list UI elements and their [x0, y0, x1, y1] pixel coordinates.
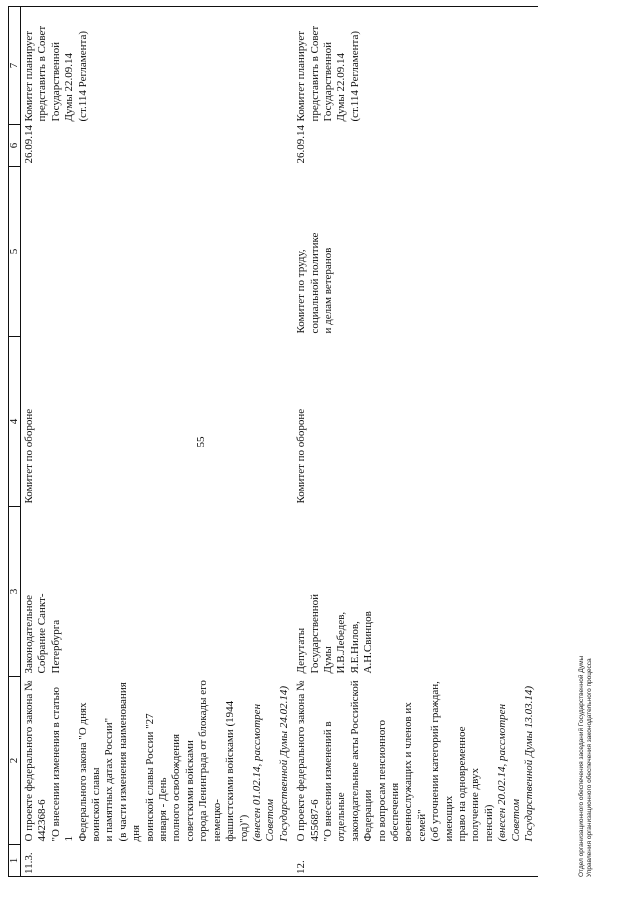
column-number: 2 — [9, 677, 21, 845]
column-number: 7 — [9, 7, 21, 125]
plan-line: Комитет планирует — [295, 30, 308, 122]
column-number: 6 — [9, 125, 21, 167]
row-number-cell — [293, 845, 538, 877]
committee-line: Комитет по обороне — [23, 408, 35, 504]
row-number: 11.3. — [23, 852, 35, 874]
bill-line: "О внесении изменения в статью 1 — [49, 687, 76, 842]
bill-description-cell — [21, 677, 294, 845]
plan-line: Комитет планирует — [23, 30, 35, 122]
plan-line: представить в Совет — [36, 25, 49, 122]
plan-line: Государственной — [321, 41, 334, 122]
table-row — [21, 7, 294, 877]
co-committee-cell — [293, 167, 538, 337]
column-number: 3 — [9, 507, 21, 677]
bill-line: и памятных датах России" — [103, 717, 116, 842]
initiator-cell — [293, 507, 538, 677]
bill-line: воинской славы России "27 января - День — [143, 713, 170, 842]
initiator-line: А.Н.Свинцов — [362, 611, 375, 674]
bill-line: города Ленинграда от блокады его немецко- — [197, 680, 223, 842]
co-committee-line: социальной политике — [308, 232, 321, 334]
bills-table — [8, 6, 538, 877]
date: 26.09.14 — [23, 125, 35, 164]
bill-line: О проекте федерального закона № 455687-6 — [295, 680, 321, 842]
bill-line: О проекте федерального закона № 442368-6 — [23, 680, 49, 842]
initiator-line: И.В.Лебедев, — [335, 611, 348, 674]
bill-line: право на одновременное получение двух — [456, 726, 482, 842]
initiator-line: Петербурга — [49, 619, 62, 674]
co-committee-line: и делам ветеранов — [321, 247, 334, 334]
initiator-line: Думы — [321, 646, 334, 674]
row-number-cell — [21, 845, 294, 877]
committee-cell — [293, 337, 538, 507]
footer-note — [578, 577, 594, 877]
bill-line: военнослужащих и членов их семей" — [402, 702, 428, 842]
bill-description-cell — [293, 677, 538, 845]
initiator-line: Законодательное — [23, 594, 35, 674]
initiator-line: Депутаты — [295, 627, 308, 674]
bill-note-line: Государственной Думы 24.02.14) — [277, 685, 290, 842]
date-cell — [293, 125, 538, 167]
plan-line: (ст.114 Регламента) — [348, 30, 361, 122]
committee-cell — [21, 337, 294, 507]
date: 26.09.14 — [295, 125, 308, 164]
bill-line: по вопросам пенсионного обеспечения — [375, 720, 401, 842]
plan-line: Думы 22.09.14 — [63, 53, 76, 122]
bill-line: полного освобождения советскими войсками — [170, 733, 196, 842]
co-committee-line: Комитет по труду, — [295, 249, 308, 334]
column-number: 4 — [9, 337, 21, 507]
footer-line: Управления организационного обеспечения законодательного процесса — [586, 658, 593, 877]
plan-cell — [21, 7, 294, 125]
initiator-line: Собрание Санкт- — [36, 593, 49, 674]
plan-line: представить в Совет — [308, 25, 321, 122]
row-number: 12. — [295, 860, 308, 874]
rotated-document-page — [0, 7, 600, 877]
bill-note-line: (внесен 20.02.14, рассмотрен Советом — [496, 703, 522, 842]
initiator-cell — [21, 507, 294, 677]
bill-line: (об уточнении категорий граждан, имеющих — [429, 681, 455, 842]
plan-line: Думы 22.09.14 — [335, 53, 348, 122]
column-number: 1 — [9, 845, 21, 877]
bill-line: законодательные акты Российской Федерации — [348, 680, 375, 842]
initiator-line: Я.Е.Нилов, — [348, 621, 361, 674]
co-committee-cell — [21, 167, 294, 337]
bill-line: фашистскими войсками (1944 год)") — [224, 700, 250, 842]
plan-line: Государственной — [49, 41, 62, 122]
plan-cell — [293, 7, 538, 125]
footer-line: Отдел организационного обеспечения заседаний Государственной Думы — [578, 655, 585, 877]
bill-note-line: Государственной Думы 13.03.14) — [523, 685, 536, 842]
date-cell — [21, 125, 294, 167]
page-number: 55 — [195, 436, 207, 448]
committee-line: Комитет по обороне — [295, 408, 308, 504]
bill-note-line: (внесен 01.02.14, рассмотрен Советом — [250, 703, 277, 842]
bill-line: пенсий) — [482, 804, 495, 842]
bill-line: (в части изменения наименования дня — [116, 682, 143, 842]
column-number: 5 — [9, 167, 21, 337]
bill-line: "О внесении изменений в отдельные — [321, 721, 348, 842]
plan-line: (ст.114 Регламента) — [76, 30, 89, 122]
table-row — [293, 7, 538, 877]
column-number-row — [9, 7, 21, 877]
initiator-line: Государственной — [308, 593, 321, 674]
bill-line: Федерального закона "О днях воинской славы — [76, 702, 103, 842]
